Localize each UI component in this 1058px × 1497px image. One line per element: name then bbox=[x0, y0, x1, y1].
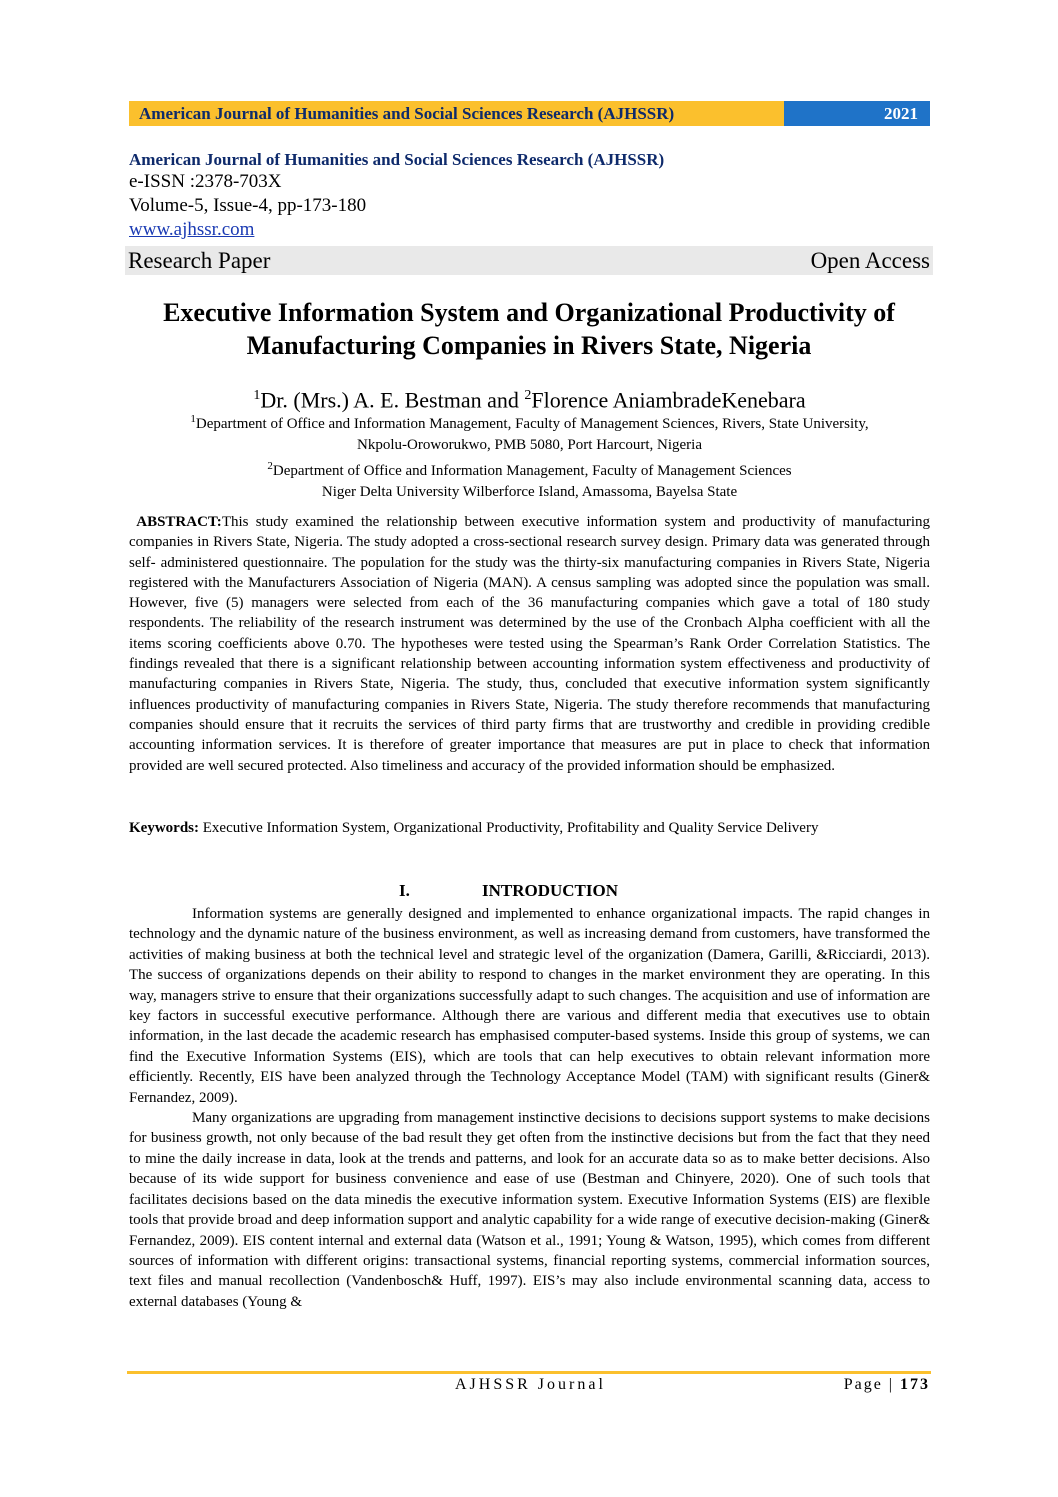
abstract bbox=[129, 512, 930, 776]
page-footer bbox=[129, 1376, 930, 1398]
journal-meta bbox=[129, 150, 930, 242]
journal-name: American Journal of Humanities and Social Sciences Research (AJHSSR) bbox=[129, 150, 665, 169]
running-header-journal: American Journal of Humanities and Social Sciences Research (AJHSSR) bbox=[129, 101, 784, 126]
affil-1-line-2: Nkpolu-Oroworukwo, PMB 5080, Port Harcourt, Nigeria bbox=[357, 437, 702, 453]
affil-2-line-2: Niger Delta University Wilberforce Island, Amassoma, Bayelsa State bbox=[321, 484, 738, 500]
running-header-year: 2021 bbox=[784, 101, 930, 126]
keywords bbox=[129, 818, 930, 838]
paragraph: Information systems are generally designed and implemented to enhance organizational impacts. The rapid changes in technology and the dynamic nature of the business environment, as well as increasing demand from customers, have transformed the activities of making business at both the technical level and strategic level of the organization (Damera, Garilli, &Ricciardi, 2013). The success of organizations depends on their ability to respond to changes in the market environment they are operating. In this way, managers strive to ensure that their organizations successfully adapt to such changes. The acquisition and use of information are key factors in successful executive performance. Although there are various and different media that executives use to obtain information, in the last decade the academic research has emphasised computer-based systems. Inside this group of systems, we can find the Executive Information Systems (EIS), which are tools that can help executives to obtain relevant information more efficiently. Recently, EIS have been analyzed through the Technology Acceptance Model (TAM) with significant results (Giner& Fernandez, 2009). bbox=[129, 906, 930, 1106]
affil-1-marker: 1 bbox=[190, 413, 196, 425]
paper-title bbox=[120, 296, 938, 362]
abstract-text: This study examined the relationship between executive information system and productivity of manufacturing companies in Rivers State, Nigeria. The study adopted a cross-sectional research survey design. Primary data was generated through self- administered questionnaire. The population for the study was the thirty-six manufacturing companies in Rivers State, Nigeria registered with the Manufacturers Association of Nigeria (MAN). A census sampling was adopted since the population was small. However, five (5) managers were selected from each of the 36 manufacturing companies which gave a total of 180 study respondents. The reliability of the research instrument was determined by the use of the Cronbach Alpha coefficient with all the items scoring coefficients above 0.70. The hypotheses were tested using the Spearman’s Rank Order Correlation Statistics. The findings revealed that there is a significant relationship between accounting information system effectiveness and productivity of manufacturing companies in Rivers State, Nigeria. The study, thus, concluded that executive information system significantly influences productivity of manufacturing companies in Rivers State, Nigeria. The study therefore recommends that manufacturing companies should ensure that it recruits the services of third party firms that are trustworthy and credible in providing credible accounting information services. It is therefore of greater importance that measures are put in place to check that information provided are well secured protected. Also timeliness and accuracy of the provided information should be emphasized. bbox=[129, 514, 930, 774]
footer-rule bbox=[127, 1371, 931, 1374]
volume-info: Volume-5, Issue-4, pp-173-180 bbox=[129, 195, 367, 216]
section-heading bbox=[129, 881, 930, 903]
keywords-label: Keywords: bbox=[129, 820, 199, 836]
running-header bbox=[129, 101, 930, 126]
affil-2-marker: 2 bbox=[267, 460, 273, 472]
paper-type-bar bbox=[125, 246, 933, 275]
abstract-label: ABSTRACT: bbox=[136, 514, 222, 530]
author-2-marker: 2 bbox=[524, 388, 532, 403]
issn: e-ISSN :2378-703X bbox=[129, 171, 282, 192]
author-1: Dr. (Mrs.) A. E. Bestman and bbox=[260, 387, 525, 413]
title-line-2: Manufacturing Companies in Rivers State, Nigeria bbox=[246, 331, 812, 360]
section-number: I. bbox=[399, 881, 410, 900]
access-type: Open Access bbox=[810, 247, 930, 273]
affil-1-line-1: Department of Office and Information Management, Faculty of Management Sciences, Rivers, State University, bbox=[195, 416, 869, 432]
page-number-value: 173 bbox=[900, 1376, 930, 1393]
paragraph: Many organizations are upgrading from management instinctive decisions to decisions support systems to make decisions for business growth, not only because of the bad result they get often from the instinctive decisions but from the fact that they need to mine the daily increase in data, look at the trends and patterns, and look for an accurate data so as to make better decisions. Also because of its wide support for business convenience and ease of use (Bestman and Chinyere, 2020). One of such tools that facilitates decisions based on the data minedis the executive information system. Executive Information Systems (EIS) are flexible tools that provide broad and deep information support and analytic capability for a wide range of executive decision-making (Giner& Fernandez, 2009). EIS content internal and external data (Watson et al., 1991; Young & Watson, 1995), which comes from different sources of information with different origins: transactional systems, financial reporting systems, commercial information sources, text files and manual recollection (Vandenbosch& Huff, 1997). EIS’s may also include environmental scanning data, access to external databases (Young & bbox=[129, 1110, 930, 1310]
author-2: Florence AniambradeKenebara bbox=[531, 387, 806, 413]
website-link[interactable]: www.ajhssr.com bbox=[129, 219, 255, 240]
body-text bbox=[129, 904, 930, 1312]
page-label: Page | bbox=[843, 1376, 900, 1393]
affiliations bbox=[129, 409, 930, 503]
paper-type: Research Paper bbox=[128, 247, 271, 273]
author-1-marker: 1 bbox=[253, 388, 261, 403]
keywords-text: Executive Information System, Organizational Productivity, Profitability and Quality Service Delivery bbox=[199, 820, 819, 836]
page-number bbox=[844, 1376, 930, 1394]
section-title: INTRODUCTION bbox=[482, 881, 619, 900]
affil-2-line-1: Department of Office and Information Management, Faculty of Management Sciences bbox=[272, 463, 792, 479]
title-line-1: Executive Information System and Organizational Productivity of bbox=[163, 298, 895, 327]
footer-journal: AJHSSR Journal bbox=[455, 1376, 606, 1393]
